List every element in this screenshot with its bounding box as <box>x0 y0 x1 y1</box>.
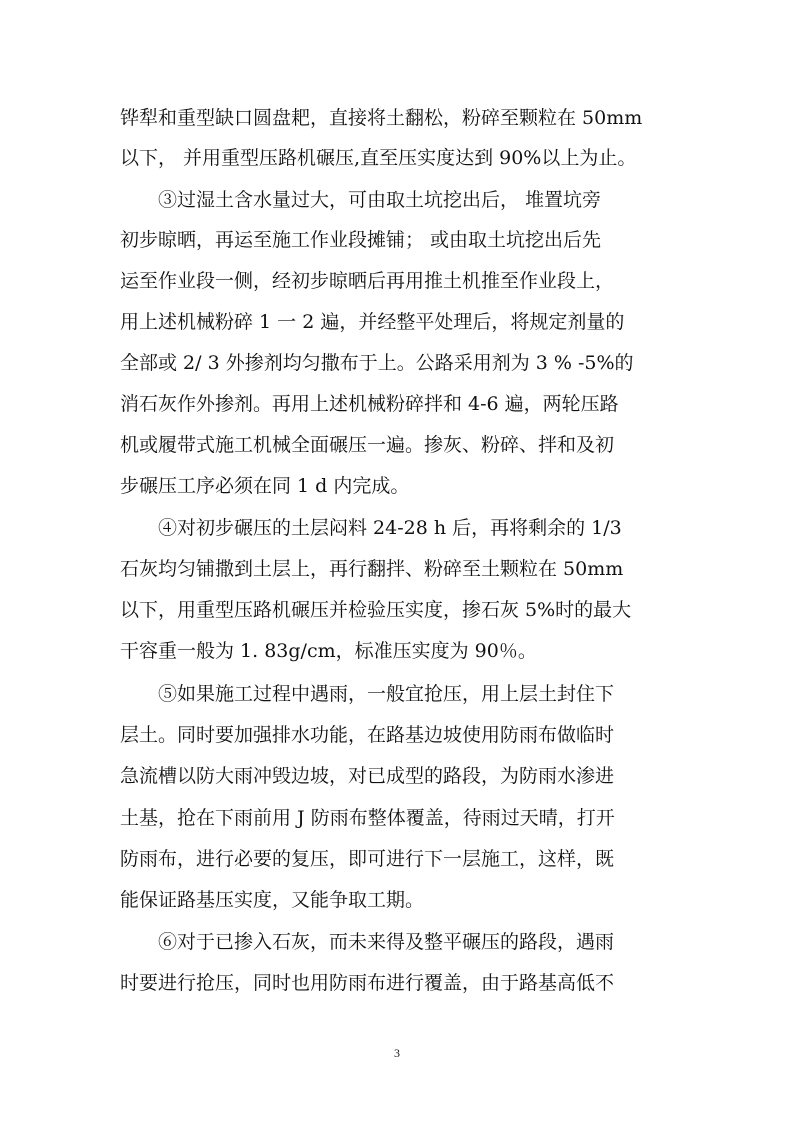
paragraph-line: 机或履带式施工机械全面碾压一遍。掺灰、粉碎、拌和及初 <box>120 434 615 456</box>
paragraph-line: 步碾压工序必须在同 1 d 内完成。 <box>120 475 410 497</box>
paragraph-line: 全部或 2/ 3 外掺剂均匀撒布于上。公路采用剂为 3 % -5%的 <box>120 352 634 374</box>
paragraph-line: 时要进行抢压，同时也用防雨布进行覆盖，由于路基高低不 <box>120 972 615 994</box>
paragraph-line: 能保证路基压实度，又能争取工期。 <box>120 889 425 911</box>
paragraph-line: 土基，抢在下雨前用 J 防雨布整体覆盖，待雨过天晴，打开 <box>120 807 615 829</box>
paragraph-line: 以下， 并用重型压路机碾压,直至压实度达到 90%以上为止。 <box>120 147 637 169</box>
paragraph-line: 铧犁和重型缺口圆盘耙，直接将土翻松，粉碎至颗粒在 50mm <box>120 107 643 129</box>
paragraph-line: ③过湿土含水量过大，可由取土坑挖出后， 堆置坑旁 <box>158 189 602 211</box>
paragraph-line: 消石灰作外掺剂。再用上述机械粉碎拌和 4-6 遍，两轮压路 <box>120 393 619 415</box>
paragraph-line: 运至作业段一侧，经初步晾晒后再用推土机推至作业段上， <box>120 270 615 292</box>
paragraph-line: 石灰均匀铺撒到土层上，再行翻拌、粉碎至土颗粒在 50mm <box>120 558 624 580</box>
paragraph-line: 急流槽以防大雨冲毁边坡，对已成型的路段，为防雨水渗进 <box>120 765 615 787</box>
paragraph-line: ⑥对于已掺入石灰，而未来得及整平碾压的路段，遇雨 <box>158 931 615 953</box>
paragraph-line: 防雨布，进行必要的复压，即可进行下一层施工，这样，既 <box>120 848 615 870</box>
paragraph-line: 以下，用重型压路机碾压并检验压实度，掺石灰 5%时的最大 <box>120 599 632 621</box>
paragraph-line: 干容重一般为 1. 83g/cm，标准压实度为 90％。 <box>120 640 537 662</box>
paragraph-line: ⑤如果施工过程中遇雨，一般宜抢压，用上层土封住下 <box>158 683 615 705</box>
paragraph-line: 层土。同时要加强排水功能，在路基边坡使用防雨布做临时 <box>120 724 615 746</box>
paragraph-line: 初步晾晒，再运至施工作业段摊铺； 或由取土坑挖出后先 <box>120 229 602 251</box>
paragraph-line: 用上述机械粉碎 1 一 2 遍，并经整平处理后，将规定剂量的 <box>120 311 625 333</box>
paragraph-line: ④对初步碾压的土层闷料 24-28 h 后，再将剩余的 1/3 <box>158 517 622 539</box>
page-number: 3 <box>394 1046 400 1060</box>
